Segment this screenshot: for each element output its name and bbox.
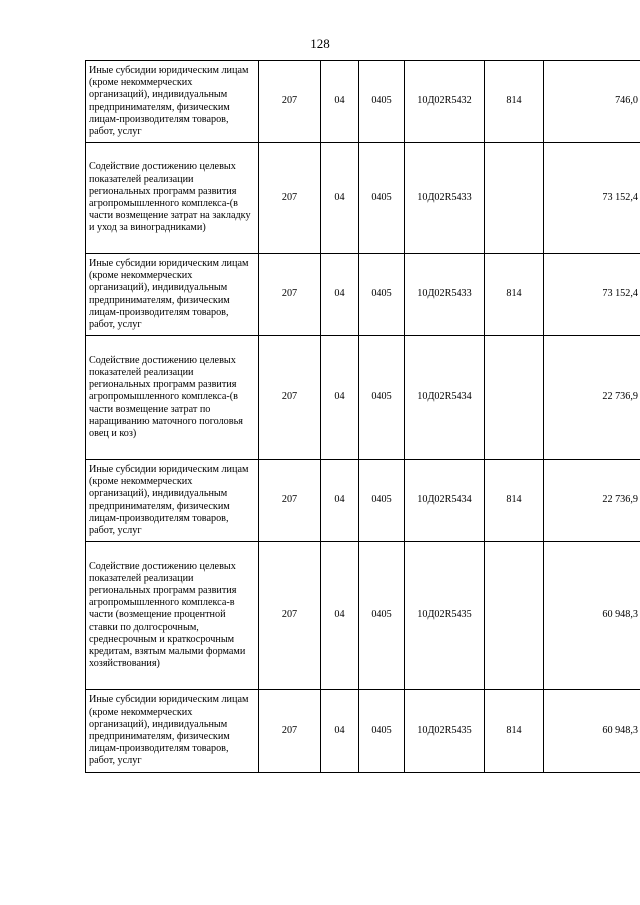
amount-cell: 73 152,4 (544, 254, 640, 336)
expense-type-cell (485, 336, 544, 460)
amount-cell: 60 948,3 (544, 542, 640, 690)
description-cell: Содействие достижению целевых показателей реализации региональных программ развития агропромышленного комплекса-в части (возмещение процентной ставки по долгосрочным, среднесрочным и краткосрочным кредитам, взятым малыми формами хозяйствования) (86, 542, 259, 690)
description-cell: Содействие достижению целевых показателей реализации региональных программ развития агропромышленного комплекса-(в части возмещение затрат по наращиванию маточного поголовья овец и коз) (86, 336, 259, 460)
description-cell: Содействие достижению целевых показателей реализации региональных программ развития агропромышленного комплекса-(в части возмещение затрат на закладку и уход за виноградниками) (86, 143, 259, 254)
section-code-cell: 04 (321, 143, 359, 254)
page-number: 128 (310, 36, 330, 51)
target-article-cell: 10Д02R5434 (405, 460, 485, 542)
ministry-code-cell: 207 (259, 460, 321, 542)
target-article-cell: 10Д02R5435 (405, 542, 485, 690)
description-cell: Иные субсидии юридическим лицам (кроме некоммерческих организаций), индивидуальным предпринимателям, физическим лицам-производителям товаров, работ, услуг (86, 460, 259, 542)
subsection-code-cell: 0405 (359, 61, 405, 143)
subsection-code-cell: 0405 (359, 542, 405, 690)
subsection-code-cell: 0405 (359, 254, 405, 336)
description-cell: Иные субсидии юридическим лицам (кроме некоммерческих организаций), индивидуальным предпринимателям, физическим лицам-производителям товаров, работ, услуг (86, 61, 259, 143)
amount-cell: 73 152,4 (544, 143, 640, 254)
target-article-cell: 10Д02R5433 (405, 254, 485, 336)
expense-type-cell: 814 (485, 254, 544, 336)
section-code-cell: 04 (321, 690, 359, 773)
subsection-code-cell: 0405 (359, 690, 405, 773)
amount-cell: 22 736,9 (544, 336, 640, 460)
target-article-cell: 10Д02R5433 (405, 143, 485, 254)
expense-type-cell: 814 (485, 460, 544, 542)
section-code-cell: 04 (321, 254, 359, 336)
table-row (86, 690, 640, 773)
table-row (86, 143, 640, 254)
expense-type-cell: 814 (485, 690, 544, 773)
ministry-code-cell: 207 (259, 254, 321, 336)
section-code-cell: 04 (321, 460, 359, 542)
subsection-code-cell: 0405 (359, 143, 405, 254)
subsection-code-cell: 0405 (359, 460, 405, 542)
amount-cell: 22 736,9 (544, 460, 640, 542)
target-article-cell: 10Д02R5432 (405, 61, 485, 143)
expense-type-cell: 814 (485, 61, 544, 143)
description-cell: Иные субсидии юридическим лицам (кроме некоммерческих организаций), индивидуальным предпринимателям, физическим лицам-производителям товаров, работ, услуг (86, 690, 259, 773)
section-code-cell: 04 (321, 542, 359, 690)
amount-cell: 60 948,3 (544, 690, 640, 773)
ministry-code-cell: 207 (259, 61, 321, 143)
budget-table (85, 60, 640, 773)
subsection-code-cell: 0405 (359, 336, 405, 460)
ministry-code-cell: 207 (259, 336, 321, 460)
section-code-cell: 04 (321, 336, 359, 460)
description-cell: Иные субсидии юридическим лицам (кроме некоммерческих организаций), индивидуальным предпринимателям, физическим лицам-производителям товаров, работ, услуг (86, 254, 259, 336)
table-row (86, 254, 640, 336)
ministry-code-cell: 207 (259, 690, 321, 773)
section-code-cell: 04 (321, 61, 359, 143)
target-article-cell: 10Д02R5434 (405, 336, 485, 460)
table-row (86, 542, 640, 690)
table-row (86, 61, 640, 143)
expense-type-cell (485, 542, 544, 690)
table-row (86, 460, 640, 542)
amount-cell: 746,0 (544, 61, 640, 143)
table-row (86, 336, 640, 460)
ministry-code-cell: 207 (259, 542, 321, 690)
ministry-code-cell: 207 (259, 143, 321, 254)
target-article-cell: 10Д02R5435 (405, 690, 485, 773)
expense-type-cell (485, 143, 544, 254)
